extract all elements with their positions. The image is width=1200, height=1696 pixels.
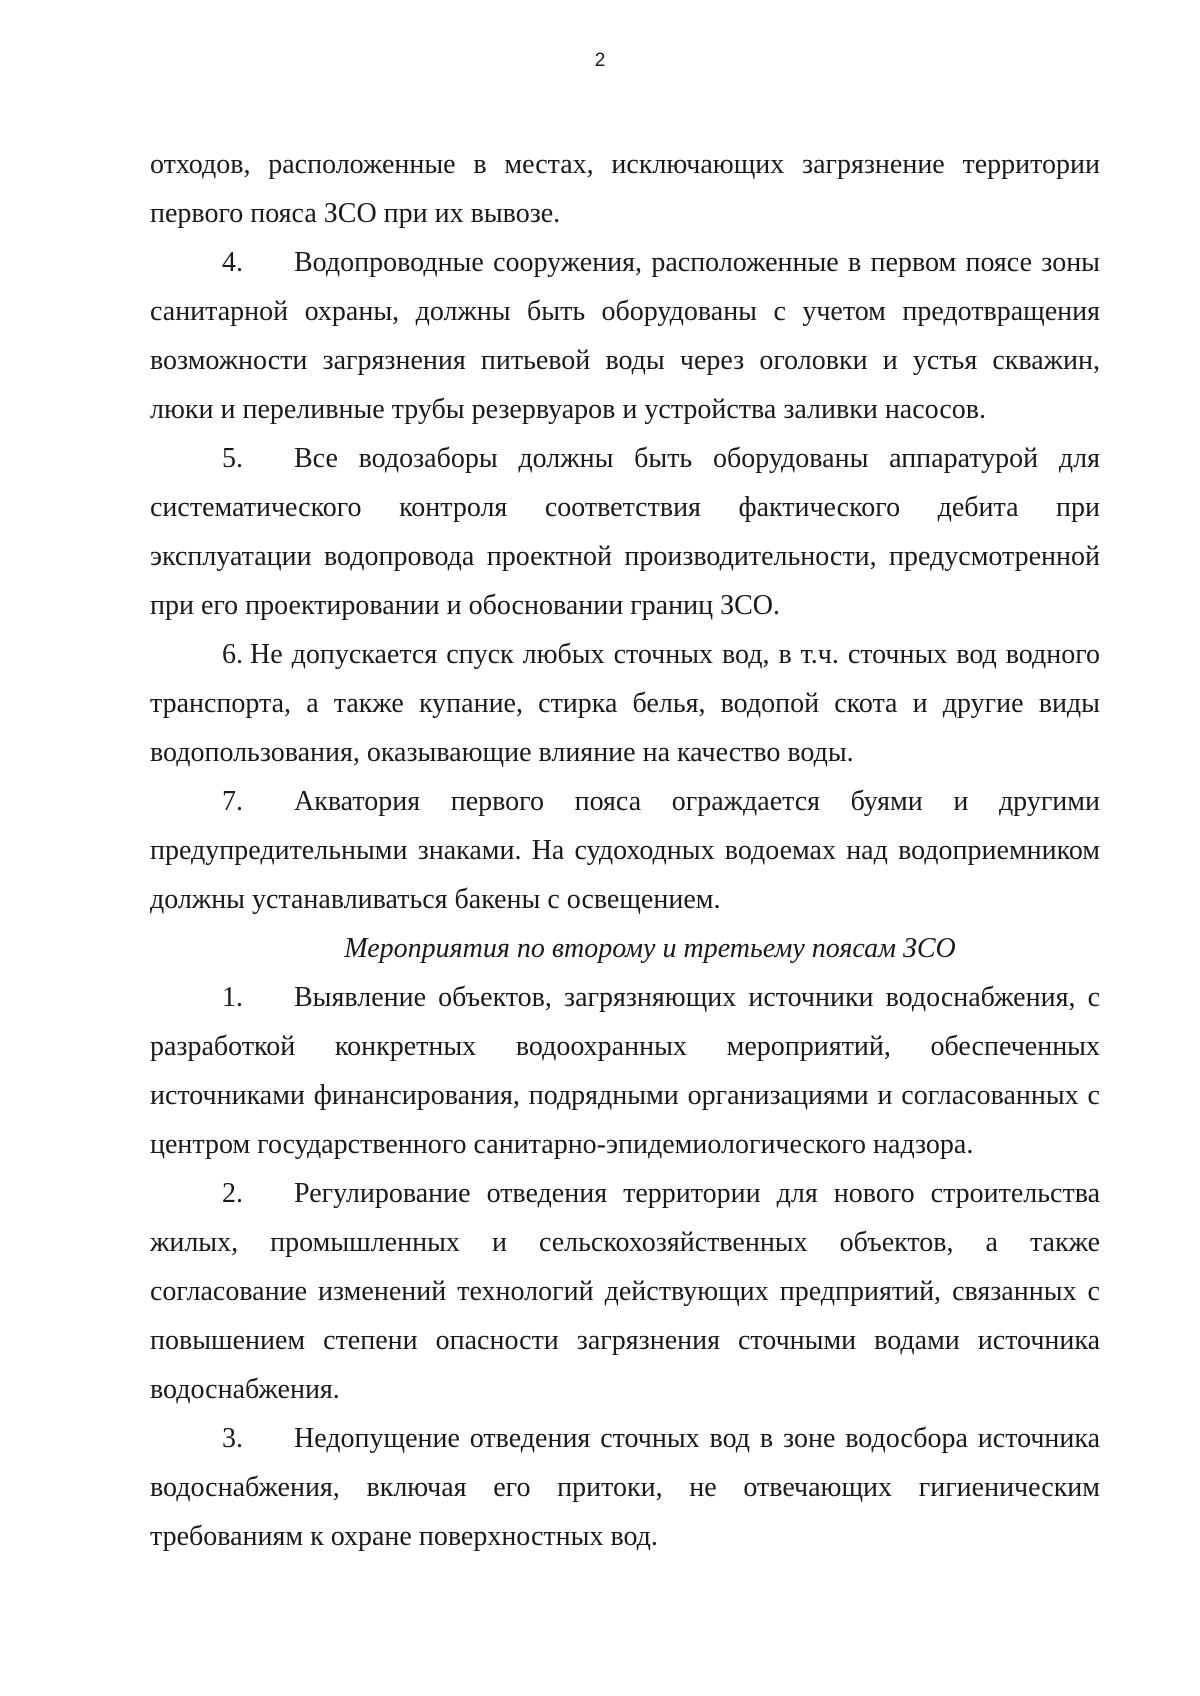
- item-number: 6.: [222, 639, 243, 670]
- item-number: 2.: [222, 1178, 243, 1209]
- item-text: Акватория первого пояса ограждается буями и другими предупредительными знаками. На судоходных водоемах над водоприемником должны устанавливаться бакены с освещением.: [150, 786, 1100, 915]
- list-item: [150, 238, 1100, 434]
- item-text: Не допускается спуск любых сточных вод, в т.ч. сточных вод водного транспорта, а также купание, стирка белья, водопой скота и другие виды водопользования, оказывающие влияние на качество воды.: [150, 639, 1100, 768]
- list-item: [150, 1414, 1100, 1561]
- first-zone-list: [150, 238, 1100, 924]
- list-item: [150, 973, 1100, 1169]
- item-number: 3.: [222, 1423, 243, 1454]
- intro-paragraph: отходов, расположенные в местах, исключающих загрязнение территории первого пояса ЗСО при их вывозе.: [150, 149, 1100, 229]
- list-item: [150, 434, 1100, 630]
- section-heading: Мероприятия по второму и третьему поясам ЗСО: [344, 933, 956, 964]
- item-number: 5.: [222, 443, 243, 474]
- list-item: [150, 777, 1100, 924]
- list-item: [150, 1169, 1100, 1414]
- item-text: Недопущение отведения сточных вод в зоне водосбора источника водоснабжения, включая его притоки, не отвечающих гигиеническим требованиям к охране поверхностных вод.: [150, 1423, 1100, 1552]
- item-text: Регулирование отведения территории для нового строительства жилых, промышленных и сельскохозяйственных объектов, а также согласование изменений технологий действующих предприятий, связанных с повышением степени опасности загрязнения сточными водами источника водоснабжения.: [150, 1178, 1100, 1405]
- item-number: 1.: [222, 982, 243, 1013]
- item-text: Все водозаборы должны быть оборудованы аппаратурой для систематического контроля соответствия фактического дебита при эксплуатации водопровода проектной производительности, предусмотренной при его проектировании и обосновании границ ЗСО.: [150, 443, 1100, 621]
- list-item: [150, 630, 1100, 777]
- second-third-zone-list: [150, 973, 1100, 1561]
- document-body: [150, 140, 1100, 1561]
- item-number: 4.: [222, 247, 243, 278]
- item-text: Выявление объектов, загрязняющих источники водоснабжения, с разработкой конкретных водоохранных мероприятий, обеспеченных источниками финансирования, подрядными организациями и согласованных с центром государственного санитарно-эпидемиологического надзора.: [150, 982, 1100, 1160]
- item-text: Водопроводные сооружения, расположенные в первом поясе зоны санитарной охраны, должны быть оборудованы с учетом предотвращения возможности загрязнения питьевой воды через оголовки и устья скважин, люки и переливные трубы резервуаров и устройства заливки насосов.: [150, 247, 1100, 425]
- page-number: 2: [594, 50, 606, 71]
- item-number: 7.: [222, 786, 243, 817]
